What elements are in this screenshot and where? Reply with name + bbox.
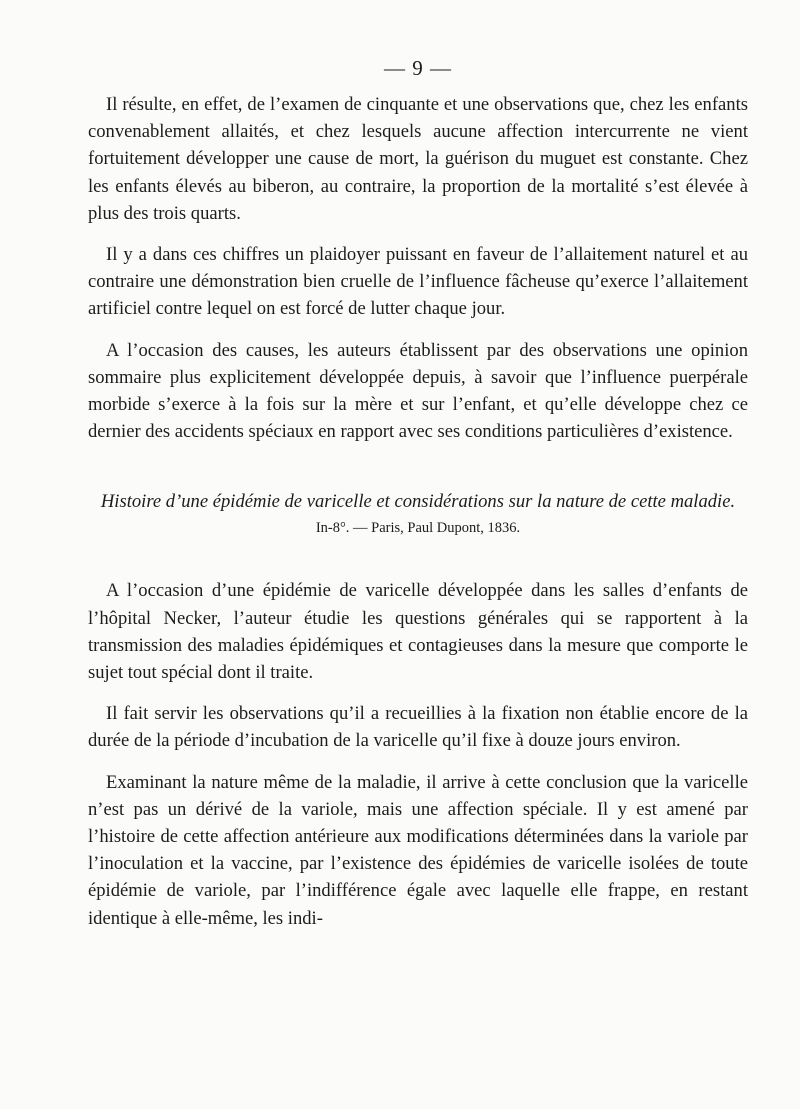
section-publication-info: In-8°. — Paris, Paul Dupont, 1836. xyxy=(315,520,521,537)
paragraph: Il y a dans ces chiffres un plaidoyer puissant en faveur de l’allaitement naturel et au contraire une démonstration bien cruelle de l’influence fâcheuse qu’exerce l’allaitement artificiel contre lequel on est forcé de lutter chaque jour. xyxy=(88,244,748,320)
paragraph: A l’occasion d’une épidémie de varicelle développée dans les salles d’enfants de l’hôpital Necker, l’auteur étudie les questions générales qui se rapportent à la transmission des maladies épidémiques et contagieuses dans la mesure que comporte le sujet tout spécial dont il traite. xyxy=(88,580,748,684)
paragraph: Examinant la nature même de la maladie, il arrive à cette conclusion que la varicelle n’est pas un dérivé de la variole, mais une affection spéciale. Il y est amené par l’histoire de cette affection antérieure aux modifications déterminées dans la variole par l’inoculation et la vaccine, par l’existence des épidémies de varicelle isolées de toute épidémie de variole, par l’indifférence égale avec laquelle elle frappe, en restant identique à elle-même, les indi- xyxy=(88,771,748,929)
page-number: — 9 — xyxy=(384,56,452,80)
paragraph: A l’occasion des causes, les auteurs établissent par des observations une opinion sommaire plus explicitement développée depuis, à savoir que l’influence puerpérale morbide s’exerce à la fois sur la mère et sur l’enfant, et qu’elle développe chez ce dernier des accidents spéciaux en rapport avec ses conditions particulières d’existence. xyxy=(88,339,748,443)
page xyxy=(88,56,748,946)
paragraph: Il résulte, en effet, de l’examen de cinquante et une observations que, chez les enfants convenablement allaités, et chez lesquels aucune affection intercurrente ne vient fortuitement développer une cause de mort, la guérison du muguet est constante. Chez les enfants élevés au biberon, au contraire, la proportion de la mortalité s’est élevée à plus des trois quarts. xyxy=(88,94,748,224)
section-title: Histoire d’une épidémie de varicelle et considérations sur la nature de cette maladie. xyxy=(100,491,736,513)
paragraph: Il fait servir les observations qu’il a recueillies à la fixation non établie encore de la durée de la période d’incubation de la varicelle qu’il fixe à douze jours environ. xyxy=(88,703,748,752)
